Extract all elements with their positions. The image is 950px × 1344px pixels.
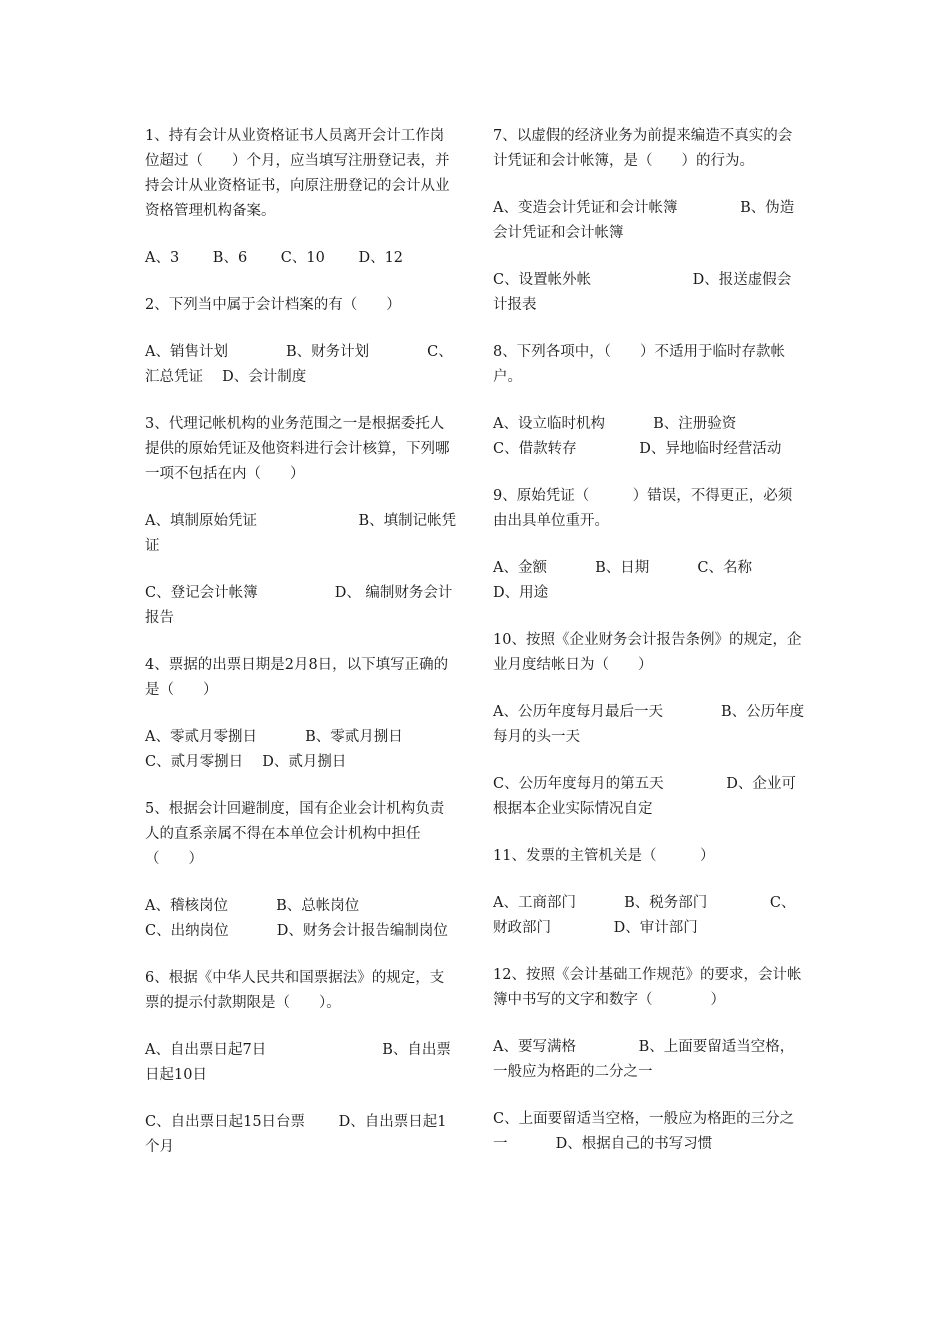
question-options: A、变造会计凭证和会计帐簿 B、伪造会计凭证和会计帐簿 — [493, 200, 795, 241]
question-text: 7、以虚假的经济业务为前提来编造不真实的会计凭证和会计帐簿，是（ ）的行为。 — [493, 128, 793, 169]
question-options: A、自出票日起7日 B、自出票日起10日 — [145, 1042, 451, 1083]
question-3 — [145, 412, 457, 631]
question-4 — [145, 653, 461, 775]
question-text: 10、按照《企业财务会计报告条例》的规定，企业月度结帐日为（ ） — [493, 632, 802, 673]
question-options: C、公历年度每月的第五天 D、企业可根据本企业实际情况自定 — [493, 776, 796, 817]
question-options: A、设立临时机构 B、注册验资 C、借款转存 D、异地临时经营活动 — [493, 416, 782, 457]
question-2 — [145, 293, 457, 390]
question-options: A、零贰月零捌日 B、零贰月捌日 C、贰月零捌日 D、贰月捌日 — [145, 729, 461, 770]
question-12 — [493, 963, 805, 1157]
question-text: 9、原始凭证（ ）错误，不得更正，必须由出具单位重开。 — [493, 488, 793, 529]
question-options: A、公历年度每月最后一天 B、公历年度每月的头一天 — [493, 704, 805, 745]
left-column — [145, 124, 461, 1182]
question-options: A、稽核岗位 B、总帐岗位 C、出纳岗位 D、财务会计报告编制岗位 — [145, 898, 448, 939]
question-text: 4、票据的出票日期是2月8日，以下填写正确的是（ ） — [145, 657, 449, 698]
question-options: C、上面要留适当空格，一般应为格距的三分之一 D、根据自己的书写习惯 — [493, 1111, 795, 1152]
question-11 — [493, 844, 805, 941]
question-text: 1、持有会计从业资格证书人员离开会计工作岗位超过（ ）个月，应当填写注册登记表，并持会计从业资格证书，向原注册登记的会计从业资格管理机构备案。 — [145, 128, 450, 219]
question-options: A、金额 B、日期 C、名称 D、用途 — [493, 560, 810, 601]
question-9 — [493, 484, 810, 606]
question-6 — [145, 966, 457, 1160]
question-options: C、自出票日起15日台票 D、自出票日起1个月 — [145, 1114, 447, 1155]
question-text: 6、根据《中华人民共和国票据法》的规定，支票的提示付款期限是（ ）。 — [145, 970, 445, 1011]
question-7 — [493, 124, 805, 318]
question-text: 3、代理记帐机构的业务范围之一是根据委托人提供的原始凭证及他资料进行会计核算，下列哪一项不包括在内（ ） — [145, 416, 450, 482]
question-8 — [493, 340, 805, 462]
question-options: A、工商部门 B、税务部门 C、财政部门 D、审计部门 — [493, 895, 796, 936]
question-text: 8、下列各项中，（ ）不适用于临时存款帐户。 — [493, 344, 785, 385]
question-1 — [145, 124, 457, 271]
question-5 — [145, 797, 457, 944]
right-column — [493, 124, 810, 1179]
question-text: 2、下列当中属于会计档案的有（ ） — [145, 297, 401, 313]
question-options: A、填制原始凭证 B、填制记帐凭证 — [145, 513, 457, 554]
question-text: 5、根据会计回避制度，国有企业会计机构负责人的直系亲属不得在本单位会计机构中担任（ ） — [145, 801, 445, 867]
question-options: C、设置帐外帐 D、报送虚假会计报表 — [493, 272, 792, 313]
question-options: A、3 B、6 C、10 D、12 — [145, 250, 404, 266]
question-10 — [493, 628, 805, 822]
question-options: A、销售计划 B、财务计划 C、汇总凭证 D、会计制度 — [145, 344, 453, 385]
question-text: 12、按照《会计基础工作规范》的要求，会计帐簿中书写的文字和数字（ ） — [493, 967, 802, 1008]
question-options: C、登记会计帐簿 D、 编制财务会计报告 — [145, 585, 453, 626]
question-options: A、要写满格 B、上面要留适当空格，一般应为格距的二分之一 — [493, 1039, 795, 1080]
question-text: 11、发票的主管机关是（ ） — [493, 848, 715, 864]
